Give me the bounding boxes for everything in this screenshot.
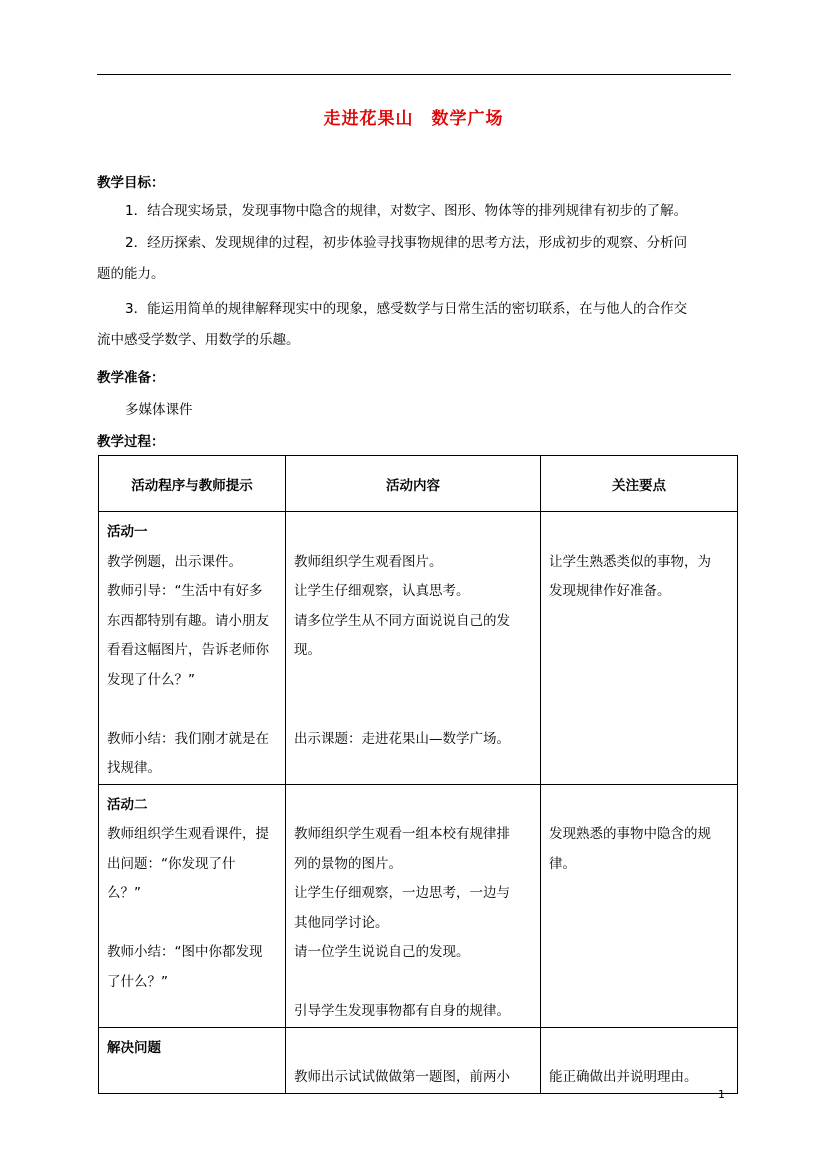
page-number: 1	[718, 1088, 725, 1101]
cell-line: 发现熟悉的事物中隐含的规	[549, 826, 711, 842]
cell-line: 列的景物的图片。	[294, 855, 402, 872]
goal-item-3	[97, 294, 733, 356]
cell-line	[294, 518, 532, 548]
activity-label: 活动一	[107, 524, 148, 540]
goal-item-2	[97, 228, 733, 290]
cell-line: 让学生仔细观察，认真思考。	[294, 583, 470, 599]
cell-line: 教师组织学生观看一组本校有规律排	[294, 826, 510, 842]
content-cell	[286, 1027, 541, 1093]
table-row	[99, 512, 738, 785]
cell-line: 么？”	[107, 885, 141, 901]
cell-line	[549, 518, 729, 548]
cell-line: 让学生熟悉类似的事物，为	[549, 553, 711, 570]
table-header-row	[99, 456, 738, 512]
cell-line	[549, 791, 729, 821]
cell-line: 其他同学讨论。	[294, 914, 389, 931]
cell-line	[549, 1034, 729, 1064]
cell-line: 找规律。	[107, 760, 161, 776]
goal-item-1-line1: 1．结合现实场景，发现事物中隐含的规律，对数字、图形、物体等的排列规律有初步的了解。	[125, 203, 688, 219]
procedure-cell	[99, 512, 286, 785]
cell-line: 律。	[549, 855, 576, 872]
goal-item-1	[97, 196, 733, 227]
cell-line: 了什么？”	[107, 973, 168, 990]
cell-line: 看看这幅图片，告诉老师你	[107, 642, 269, 658]
cell-line	[107, 909, 277, 939]
process-heading: 教学过程：	[97, 434, 165, 450]
page-title: 走进花果山 数学广场	[323, 109, 504, 129]
cell-line: 教学例题，出示课件。	[107, 553, 242, 570]
cell-line: 引导学生发现事物都有自身的规律。	[294, 1003, 510, 1019]
cell-line: 能正确做出并说明理由。	[549, 1069, 698, 1085]
cell-line: 请多位学生从不同方面说说自己的发	[294, 612, 510, 629]
procedure-cell	[99, 1027, 286, 1093]
cell-line	[294, 666, 532, 696]
cell-line	[107, 695, 277, 725]
cell-line: 教师出示试试做做第一题图，前两小	[294, 1069, 510, 1085]
cell-line: 东西都特别有趣。请小朋友	[107, 612, 269, 629]
cell-line: 发现规律作好准备。	[549, 583, 671, 599]
focus-cell	[541, 1027, 738, 1093]
cell-line	[294, 1034, 532, 1064]
activity-label: 活动二	[107, 796, 148, 813]
process-table	[98, 455, 738, 1094]
focus-cell	[541, 512, 738, 785]
goal-item-3-line2: 流中感受学数学、用数学的乐趣。	[97, 332, 300, 348]
column-header-content: 活动内容	[286, 456, 541, 512]
column-header-procedure: 活动程序与教师提示	[99, 456, 286, 512]
cell-line: 出示课题：走进花果山—数学广场。	[294, 730, 510, 747]
cell-line: 教师组织学生观看课件，提	[107, 826, 269, 842]
table-row	[99, 784, 738, 1027]
goal-item-2-line2: 题的能力。	[97, 266, 165, 282]
cell-line: 让学生仔细观察，一边思考，一边与	[294, 885, 510, 901]
goals-heading: 教学目标：	[97, 175, 165, 191]
activity-label: 解决问题	[107, 1039, 161, 1056]
cell-line	[294, 968, 532, 998]
cell-line: 发现了什么？”	[107, 671, 195, 688]
cell-line: 教师小结：我们刚才就是在	[107, 730, 269, 747]
procedure-cell	[99, 784, 286, 1027]
goal-item-2-line1: 2．经历探索、发现规律的过程，初步体验寻找事物规律的思考方法，形成初步的观察、分析问	[125, 235, 688, 251]
column-header-focus: 关注要点	[541, 456, 738, 512]
cell-line: 请一位学生说说自己的发现。	[294, 944, 470, 960]
cell-line: 教师小结：“图中你都发现	[107, 944, 263, 960]
cell-line: 教师引导：“生活中有好多	[107, 583, 263, 599]
goal-item-3-line1: 3．能运用简单的规律解释现实中的现象，感受数学与日常生活的密切联系，在与他人的合作交	[125, 301, 688, 317]
cell-line: 出问题：“你发现了什	[107, 855, 236, 872]
content-cell	[286, 784, 541, 1027]
cell-line: 教师组织学生观看图片。	[294, 553, 443, 570]
cell-line	[294, 791, 532, 821]
table-row	[99, 1027, 738, 1093]
prep-heading: 教学准备：	[97, 370, 165, 386]
prep-text: 多媒体课件	[125, 402, 193, 418]
content-cell	[286, 512, 541, 785]
header-rule	[97, 74, 731, 75]
cell-line	[294, 695, 532, 725]
focus-cell	[541, 784, 738, 1027]
cell-line: 现。	[294, 642, 321, 658]
